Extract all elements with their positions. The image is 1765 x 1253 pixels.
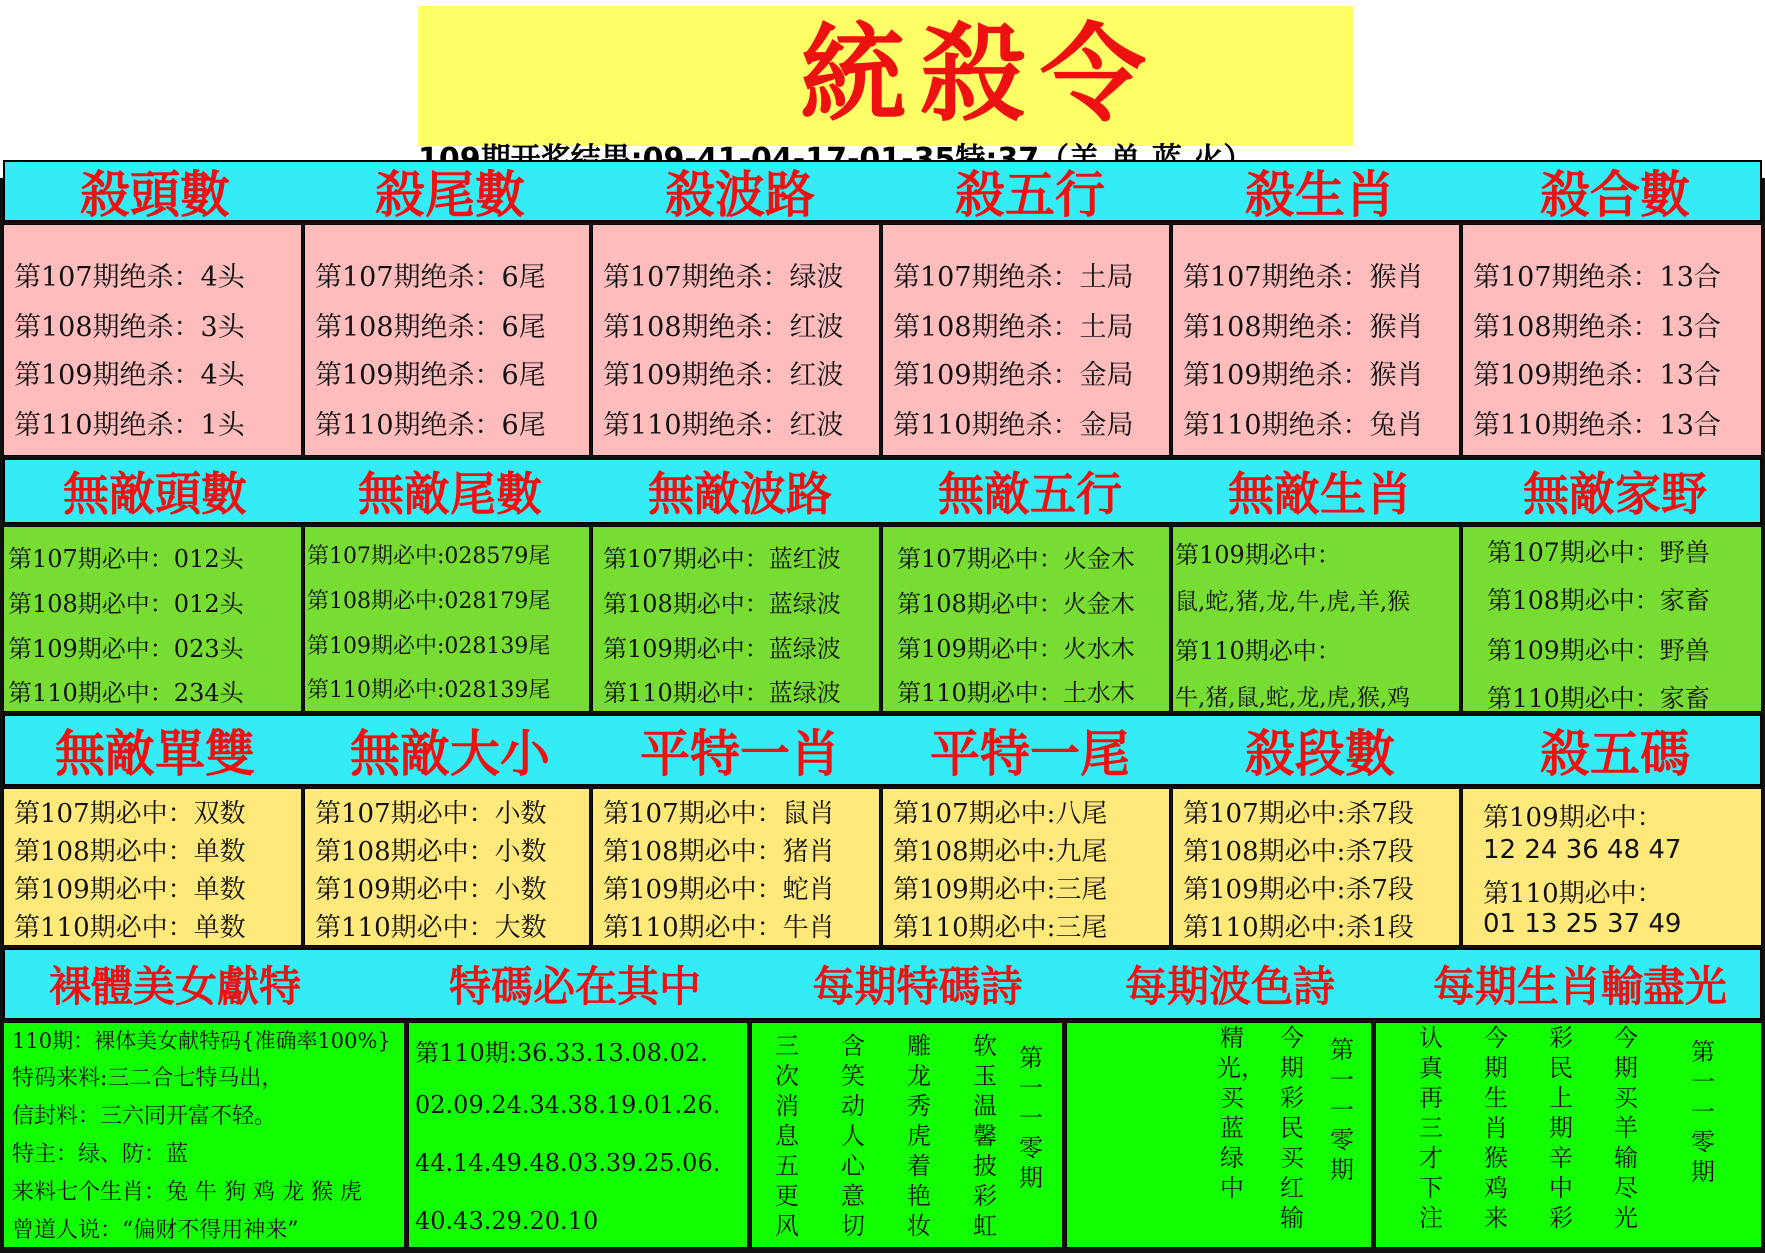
list-item: 第110期绝杀：13合 <box>1473 410 1721 441</box>
list-item: 第110期绝杀：6尾 <box>315 410 546 441</box>
list-item: 第109期必中：蓝绿波 <box>603 635 841 663</box>
list-item: 第108期必中：火金木 <box>897 590 1135 618</box>
sure-tail-cell <box>304 526 590 712</box>
row2-header-4: 無敵五行 <box>938 467 1122 521</box>
row3-header-1: 無敵單雙 <box>55 725 255 783</box>
list-item: 01 13 25 37 49 <box>1483 909 1682 939</box>
list-item: 第110期必中：牛肖 <box>603 913 835 943</box>
list-item: 第110期必中： <box>1483 879 1663 909</box>
sure-head-cell <box>3 526 302 712</box>
list-item: 第109期必中： <box>1175 541 1341 569</box>
list-item: 信封料：三六同开富不轻。 <box>12 1104 277 1129</box>
poem-column: 第一一零期 <box>1330 1036 1354 1184</box>
list-item: 第110期必中：土水木 <box>897 679 1135 707</box>
list-item: 第109期绝杀：6尾 <box>315 360 546 391</box>
list-item: 第109期必中：蛇肖 <box>603 875 835 905</box>
list-item: 第108期必中：012头 <box>8 590 244 618</box>
poem-column: 软玉温馨披彩虹 <box>973 1032 997 1240</box>
list-item: 第108期必中：单数 <box>14 837 246 867</box>
list-item: 鼠,蛇,猪,龙,牛,虎,羊,猴 <box>1175 589 1411 615</box>
list-item: 第110期绝杀：金局 <box>893 410 1134 441</box>
poem-column: 含笑动人心意切 <box>841 1032 865 1240</box>
list-item: 第110期绝杀：1头 <box>14 410 245 441</box>
sure-element-cell <box>882 526 1170 712</box>
list-item: 110期：裸体美女献特码{准确率100%} <box>12 1029 391 1053</box>
list-item: 特码来料:三二合七特马出， <box>12 1066 284 1091</box>
list-item: 第108期必中:九尾 <box>893 837 1108 867</box>
list-item: 第108期绝杀：6尾 <box>315 312 546 343</box>
list-item: 44.14.49.48.03.39.25.06. <box>415 1149 721 1177</box>
list-item: 第108期绝杀：13合 <box>1473 312 1721 343</box>
list-item: 第108期必中：小数 <box>315 837 547 867</box>
list-item: 第109期必中：火水木 <box>897 635 1135 663</box>
list-item: 第110期必中：大数 <box>315 913 547 943</box>
kill-segment-cell <box>1172 788 1460 946</box>
list-item: 第109期绝杀：红波 <box>603 360 844 391</box>
list-item: 第108期绝杀：猴肖 <box>1183 312 1424 343</box>
row3-header-6: 殺五碼 <box>1540 725 1690 783</box>
list-item: 第109期绝杀：4头 <box>14 360 245 391</box>
list-item: 第107期必中：蓝红波 <box>603 545 841 573</box>
special-numbers-cell <box>408 1022 748 1248</box>
kill-wave-cell <box>592 224 880 456</box>
poem-column: 雕龙秀虎着艳妆 <box>907 1032 931 1240</box>
list-item: 第107期必中：小数 <box>315 799 547 829</box>
row2-header-5: 無敵生肖 <box>1228 467 1412 521</box>
logo-title: 統殺令 <box>800 11 1160 136</box>
list-item: 第107期必中：鼠肖 <box>603 799 835 829</box>
list-item: 第110期:36.33.13.08.02. <box>415 1039 708 1067</box>
row3-header-band <box>3 714 1762 786</box>
list-item: 第107期绝杀：猴肖 <box>1183 262 1424 293</box>
list-item: 第110期必中：蓝绿波 <box>603 679 841 707</box>
sure-bigsmall-cell <box>304 788 590 946</box>
list-item: 第109期必中： <box>1483 803 1663 833</box>
row4-header-1: 裸體美女獻特 <box>48 962 301 1011</box>
list-item: 来料七个生肖：兔 牛 狗 鸡 龙 猴 虎 <box>12 1180 362 1205</box>
poem-column: 精光，买蓝绿中 <box>1217 1024 1265 1202</box>
list-item: 第109期必中:杀7段 <box>1183 875 1414 905</box>
list-item: 牛,猪,鼠,蛇,龙,虎,猴,鸡 <box>1175 685 1411 711</box>
list-item: 第109期必中：单数 <box>14 875 246 905</box>
list-item: 第109期绝杀：金局 <box>893 360 1134 391</box>
kill-element-cell <box>882 224 1170 456</box>
row2-header-band <box>3 458 1762 524</box>
list-item: 第108期绝杀：土局 <box>893 312 1134 343</box>
row4-header-2: 特碼必在其中 <box>448 962 701 1011</box>
list-item: 第107期绝杀：4头 <box>14 262 245 293</box>
poem-column: 三次消息五更风 <box>775 1032 799 1240</box>
list-item: 第110期绝杀：兔肖 <box>1183 410 1424 441</box>
row4-header-4: 每期波色詩 <box>1124 962 1335 1011</box>
row3-header-4: 平特一尾 <box>930 725 1130 783</box>
poem-column: 第一一零期 <box>1691 1038 1715 1186</box>
list-item: 第108期必中:杀7段 <box>1183 837 1414 867</box>
list-item: 第108期必中：蓝绿波 <box>603 590 841 618</box>
row4-header-band <box>3 948 1762 1020</box>
list-item: 第110期绝杀：红波 <box>603 410 844 441</box>
list-item: 第107期绝杀：13合 <box>1473 262 1721 293</box>
sure-wave-cell <box>592 526 880 712</box>
row2-header-1: 無敵頭數 <box>63 467 247 521</box>
row1-header-1: 殺頭數 <box>80 166 230 224</box>
row2-header-2: 無敵尾數 <box>358 467 542 521</box>
wave-poem-cell <box>1066 1022 1372 1248</box>
row4-header-5: 每期生肖輸盡光 <box>1432 962 1727 1011</box>
poem-column: 第一一零期 <box>1019 1044 1043 1192</box>
list-item: 第108期绝杀：3头 <box>14 312 245 343</box>
sure-zodiac-cell <box>1172 526 1460 712</box>
row3-header-5: 殺段數 <box>1245 725 1395 783</box>
list-item: 40.43.29.20.10 <box>415 1207 599 1235</box>
poem-column: 今期生肖猴鸡来 <box>1484 1024 1508 1232</box>
row1-header-3: 殺波路 <box>665 166 815 224</box>
kill-sum-cell <box>1462 224 1762 456</box>
list-item: 第107期必中：野兽 <box>1487 538 1710 567</box>
row1-header-4: 殺五行 <box>955 166 1105 224</box>
list-item: 第108期绝杀：红波 <box>603 312 844 343</box>
list-item: 第109期必中：野兽 <box>1487 636 1710 665</box>
list-item: 第109期绝杀：13合 <box>1473 360 1721 391</box>
kill-five-numbers-cell <box>1462 788 1762 946</box>
list-item: 第110期必中:杀1段 <box>1183 913 1414 943</box>
list-item: 12 24 36 48 47 <box>1483 835 1682 865</box>
list-item: 第107期必中:八尾 <box>893 799 1108 829</box>
flat-tail-cell <box>882 788 1170 946</box>
list-item: 第110期必中：单数 <box>14 913 246 943</box>
row2-header-6: 無敵家野 <box>1523 467 1707 521</box>
poem-column: 今期彩民买红输 <box>1280 1024 1304 1232</box>
list-item: 第107期绝杀：6尾 <box>315 262 546 293</box>
kill-head-cell <box>3 224 302 456</box>
sure-domestic-cell <box>1462 526 1762 712</box>
zodiac-poem-cell <box>1375 1022 1762 1248</box>
kill-zodiac-cell <box>1172 224 1460 456</box>
list-item: 曾道人说：“偏财不得用神来” <box>12 1218 299 1243</box>
list-item: 第107期绝杀：土局 <box>893 262 1134 293</box>
list-item: 第107期必中：012头 <box>8 545 244 573</box>
list-item: 第109期绝杀：猴肖 <box>1183 360 1424 391</box>
kill-tail-cell <box>304 224 590 456</box>
list-item: 第109期必中:三尾 <box>893 875 1108 905</box>
list-item: 第108期必中:028179尾 <box>307 589 551 614</box>
sure-oddeven-cell <box>3 788 302 946</box>
row2-header-3: 無敵波路 <box>648 467 832 521</box>
list-item: 第107期绝杀：绿波 <box>603 262 844 293</box>
list-item: 第110期必中：234头 <box>8 679 244 707</box>
row1-header-2: 殺尾數 <box>375 166 525 224</box>
row1-header-band <box>3 160 1762 222</box>
row3-header-2: 無敵大小 <box>350 725 550 783</box>
row1-header-5: 殺生肖 <box>1245 166 1395 224</box>
list-item: 第107期必中:杀7段 <box>1183 799 1414 829</box>
list-item: 第107期必中:028579尾 <box>307 544 551 569</box>
list-item: 第110期必中： <box>1175 637 1341 665</box>
list-item: 第108期必中：猪肖 <box>603 837 835 867</box>
row3-header-3: 平特一肖 <box>640 725 840 783</box>
beauty-special-cell <box>3 1022 405 1248</box>
list-item: 第108期必中：家畜 <box>1487 586 1710 615</box>
list-item: 第110期必中：家畜 <box>1487 684 1710 712</box>
flat-zodiac-cell <box>592 788 880 946</box>
poem-column: 认真再三才下注 <box>1419 1024 1443 1232</box>
list-item: 第107期必中：双数 <box>14 799 246 829</box>
code-poem-cell <box>751 1022 1063 1248</box>
poem-column: 彩民上期辛中彩 <box>1549 1024 1573 1232</box>
row4-header-3: 每期特碼詩 <box>812 962 1023 1011</box>
row1-header-6: 殺合數 <box>1540 166 1690 224</box>
list-item: 特主：绿、防：蓝 <box>12 1142 189 1167</box>
list-item: 第110期必中:三尾 <box>893 913 1108 943</box>
list-item: 第109期必中：小数 <box>315 875 547 905</box>
list-item: 第107期必中：火金木 <box>897 545 1135 573</box>
list-item: 02.09.24.34.38.19.01.26. <box>415 1091 721 1119</box>
list-item: 第109期必中:028139尾 <box>307 634 551 659</box>
list-item: 第109期必中：023头 <box>8 635 244 663</box>
list-item: 第110期必中:028139尾 <box>307 678 551 703</box>
poem-column: 今期买羊输尽光 <box>1614 1024 1638 1232</box>
